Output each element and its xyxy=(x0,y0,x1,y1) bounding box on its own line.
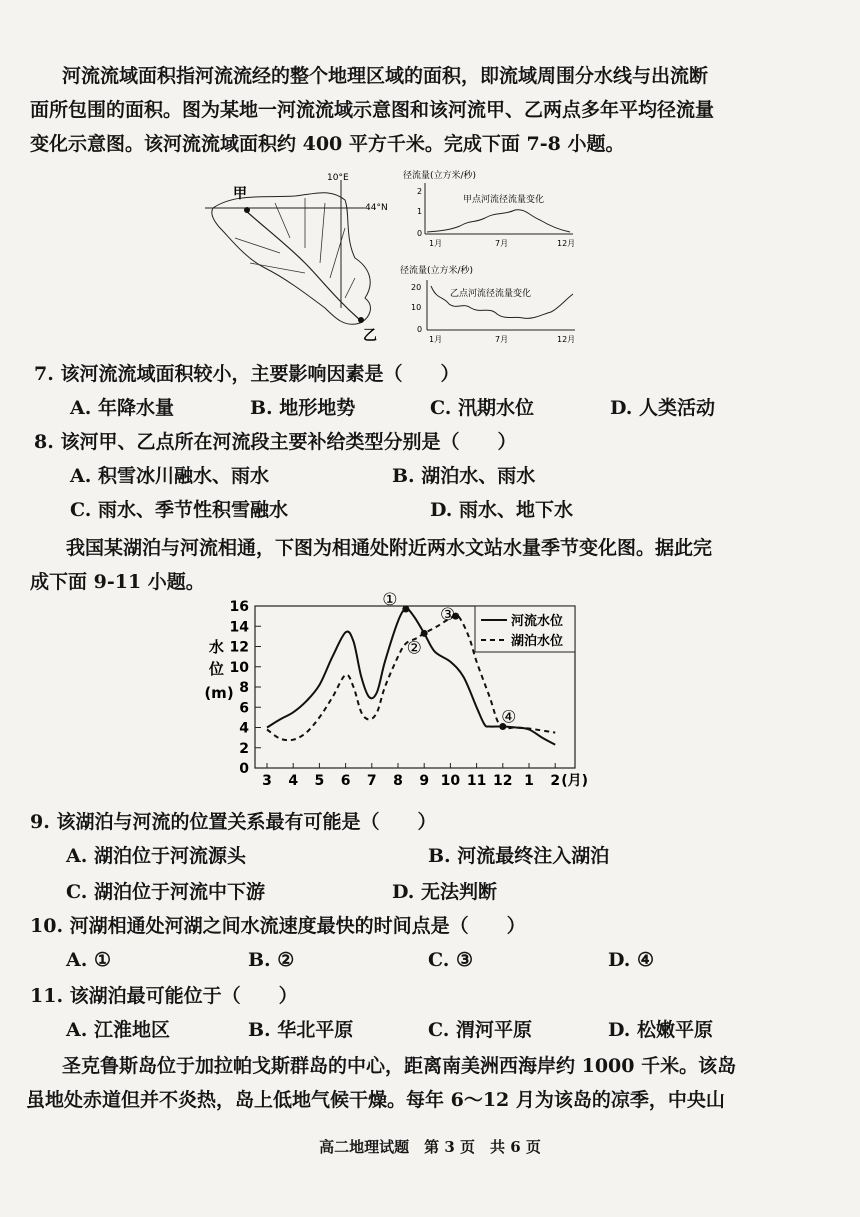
q7-option-a: A. 年降水量 xyxy=(70,397,174,419)
x-tick-label: 12 xyxy=(493,773,513,789)
chart-a-ytick: 2 xyxy=(417,187,423,196)
legend-river-label: 河流水位 xyxy=(511,614,564,629)
y-tick-label: 8 xyxy=(239,680,249,696)
x-tick-label: 1 xyxy=(524,773,534,789)
chart-a-title: 甲点河流径流量变化 xyxy=(463,195,545,205)
marker-label: ② xyxy=(406,638,422,659)
q7-option-d: D. 人类活动 xyxy=(610,397,716,419)
q8-option-d: D. 雨水、地下水 xyxy=(430,499,574,521)
page-footer: 高二地理试题 第 3 页 共 6 页 xyxy=(319,1138,541,1156)
x-tick-label: 3 xyxy=(262,773,272,789)
passage3-line-1: 圣克鲁斯岛位于加拉帕戈斯群岛的中心，距离南美洲西海岸约 1000 千米。该岛 xyxy=(62,1055,737,1077)
chart-b-xtick: 1月 xyxy=(429,335,443,344)
chart-a-xtick: 12月 xyxy=(557,239,576,248)
point-b-label: 乙 xyxy=(363,328,377,344)
y-tick-label: 16 xyxy=(229,599,249,615)
q7-option-c: C. 汛期水位 xyxy=(430,397,535,419)
marker-label: ① xyxy=(382,590,398,611)
water-level-chart xyxy=(204,590,588,794)
point-a-label: 甲 xyxy=(233,186,247,202)
y-tick-label: 14 xyxy=(229,619,249,636)
chart-b-title: 乙点河流径流量变化 xyxy=(450,289,532,299)
basin-figure xyxy=(205,168,605,348)
x-tick-label: 11 xyxy=(466,773,487,789)
q11-option-b: B. 华北平原 xyxy=(248,1019,354,1041)
chart-ylabel-unit: (m) xyxy=(204,684,234,702)
marker-point xyxy=(402,606,409,613)
marker-label: ④ xyxy=(501,707,517,728)
q10-stem: 10. 河湖相通处河湖之间水流速度最快的时间点是（ ） xyxy=(30,915,526,937)
passage3-line-2: 虽地处赤道但并不炎热，岛上低地气候干燥。每年 6～12 月为该岛的凉季，中央山 xyxy=(26,1089,725,1111)
x-tick-label: 5 xyxy=(314,773,325,789)
x-tick-label: 8 xyxy=(393,773,403,789)
q11-option-d: D. 松嫩平原 xyxy=(608,1019,714,1041)
passage2-line-2: 成下面 9-11 小题。 xyxy=(30,571,205,593)
y-tick-label: 6 xyxy=(239,700,249,717)
chart-b-ylabel: 径流量(立方米/秒) xyxy=(400,266,474,276)
x-tick-label: 2 xyxy=(550,773,561,789)
q8-option-c: C. 雨水、季节性积雪融水 xyxy=(70,499,289,521)
chart-a-ytick: 0 xyxy=(417,229,423,238)
chart-b-xtick: 7月 xyxy=(495,335,509,344)
chart-a-ytick: 1 xyxy=(417,207,423,216)
x-tick-label: 9 xyxy=(419,773,430,789)
q9-option-a: A. 湖泊位于河流源头 xyxy=(66,845,246,867)
chart-legend xyxy=(475,606,575,652)
q11-option-c: C. 渭河平原 xyxy=(428,1019,533,1041)
x-tick-label: 7 xyxy=(366,773,377,789)
q10-option-b: B. ② xyxy=(248,949,295,971)
q9-option-b: B. 河流最终注入湖泊 xyxy=(428,845,610,867)
x-tick-label: 10 xyxy=(440,773,461,789)
q8-option-a: A. 积雪冰川融水、雨水 xyxy=(70,465,269,487)
chart-a-runoff-line xyxy=(427,210,570,232)
longitude-label: 10°E xyxy=(327,173,349,183)
y-tick-label: 12 xyxy=(229,639,249,656)
legend-lake-label: 湖泊水位 xyxy=(511,634,564,649)
watershed-boundary xyxy=(212,193,371,325)
q11-option-a: A. 江淮地区 xyxy=(66,1019,170,1041)
q8-option-b: B. 湖泊水、雨水 xyxy=(392,465,536,487)
q9-option-d: D. 无法判断 xyxy=(392,881,498,903)
y-tick-label: 2 xyxy=(239,740,249,757)
q9-option-c: C. 湖泊位于河流中下游 xyxy=(66,881,266,903)
chart-ylabel-char: 位 xyxy=(208,660,224,678)
chart-a-xtick: 1月 xyxy=(429,239,443,248)
marker-label: ③ xyxy=(440,605,456,626)
runoff-chart-b xyxy=(400,264,575,344)
basin-map xyxy=(205,173,388,344)
q7-option-b: B. 地形地势 xyxy=(250,397,356,419)
passage1-line-2: 面所包围的面积。图为某地一河流流域示意图和该河流甲、乙两点多年平均径流量 xyxy=(30,99,715,121)
passage1-line-1: 河流流域面积指河流流经的整个地理区域的面积，即流域周围分水线与出流断 xyxy=(62,65,709,87)
runoff-chart-a xyxy=(403,169,575,248)
point-a-marker xyxy=(244,207,250,213)
q10-option-a: A. ① xyxy=(66,949,112,971)
x-tick-label: 4 xyxy=(288,773,299,789)
q8-stem: 8. 该河甲、乙点所在河流段主要补给类型分别是（ ） xyxy=(34,431,517,453)
river-branches xyxy=(235,198,355,298)
y-tick-label: 0 xyxy=(239,761,249,777)
latitude-label: 44°N xyxy=(365,203,388,213)
x-tick-label: 6 xyxy=(340,773,351,789)
q7-stem: 7. 该河流流域面积较小，主要影响因素是（ ） xyxy=(34,363,460,385)
q10-option-d: D. ④ xyxy=(608,949,655,971)
chart-b-xtick: 12月 xyxy=(557,335,576,344)
marker-point xyxy=(421,630,428,637)
passage2-line-1: 我国某湖泊与河流相通，下图为相通处附近两水文站水量季节变化图。据此完 xyxy=(66,537,713,559)
chart-ylabel-char: 水 xyxy=(208,638,224,656)
x-axis-unit: (月) xyxy=(561,773,588,789)
passage1-line-3: 变化示意图。该河流流域面积约 400 平方千米。完成下面 7-8 小题。 xyxy=(30,133,625,155)
q10-option-c: C. ③ xyxy=(428,949,474,971)
y-tick-label: 10 xyxy=(229,659,249,676)
chart-a-ylabel: 径流量(立方米/秒) xyxy=(403,171,477,181)
q9-stem: 9. 该湖泊与河流的位置关系最有可能是（ ） xyxy=(30,811,437,833)
chart-a-xtick: 7月 xyxy=(495,239,509,248)
point-b-marker xyxy=(358,317,364,323)
y-tick-label: 4 xyxy=(239,720,249,737)
chart-b-ytick: 10 xyxy=(411,303,422,312)
q11-stem: 11. 该湖泊最可能位于（ ） xyxy=(30,985,298,1007)
chart-b-ytick: 0 xyxy=(417,325,423,334)
chart-b-ytick: 20 xyxy=(411,283,422,292)
